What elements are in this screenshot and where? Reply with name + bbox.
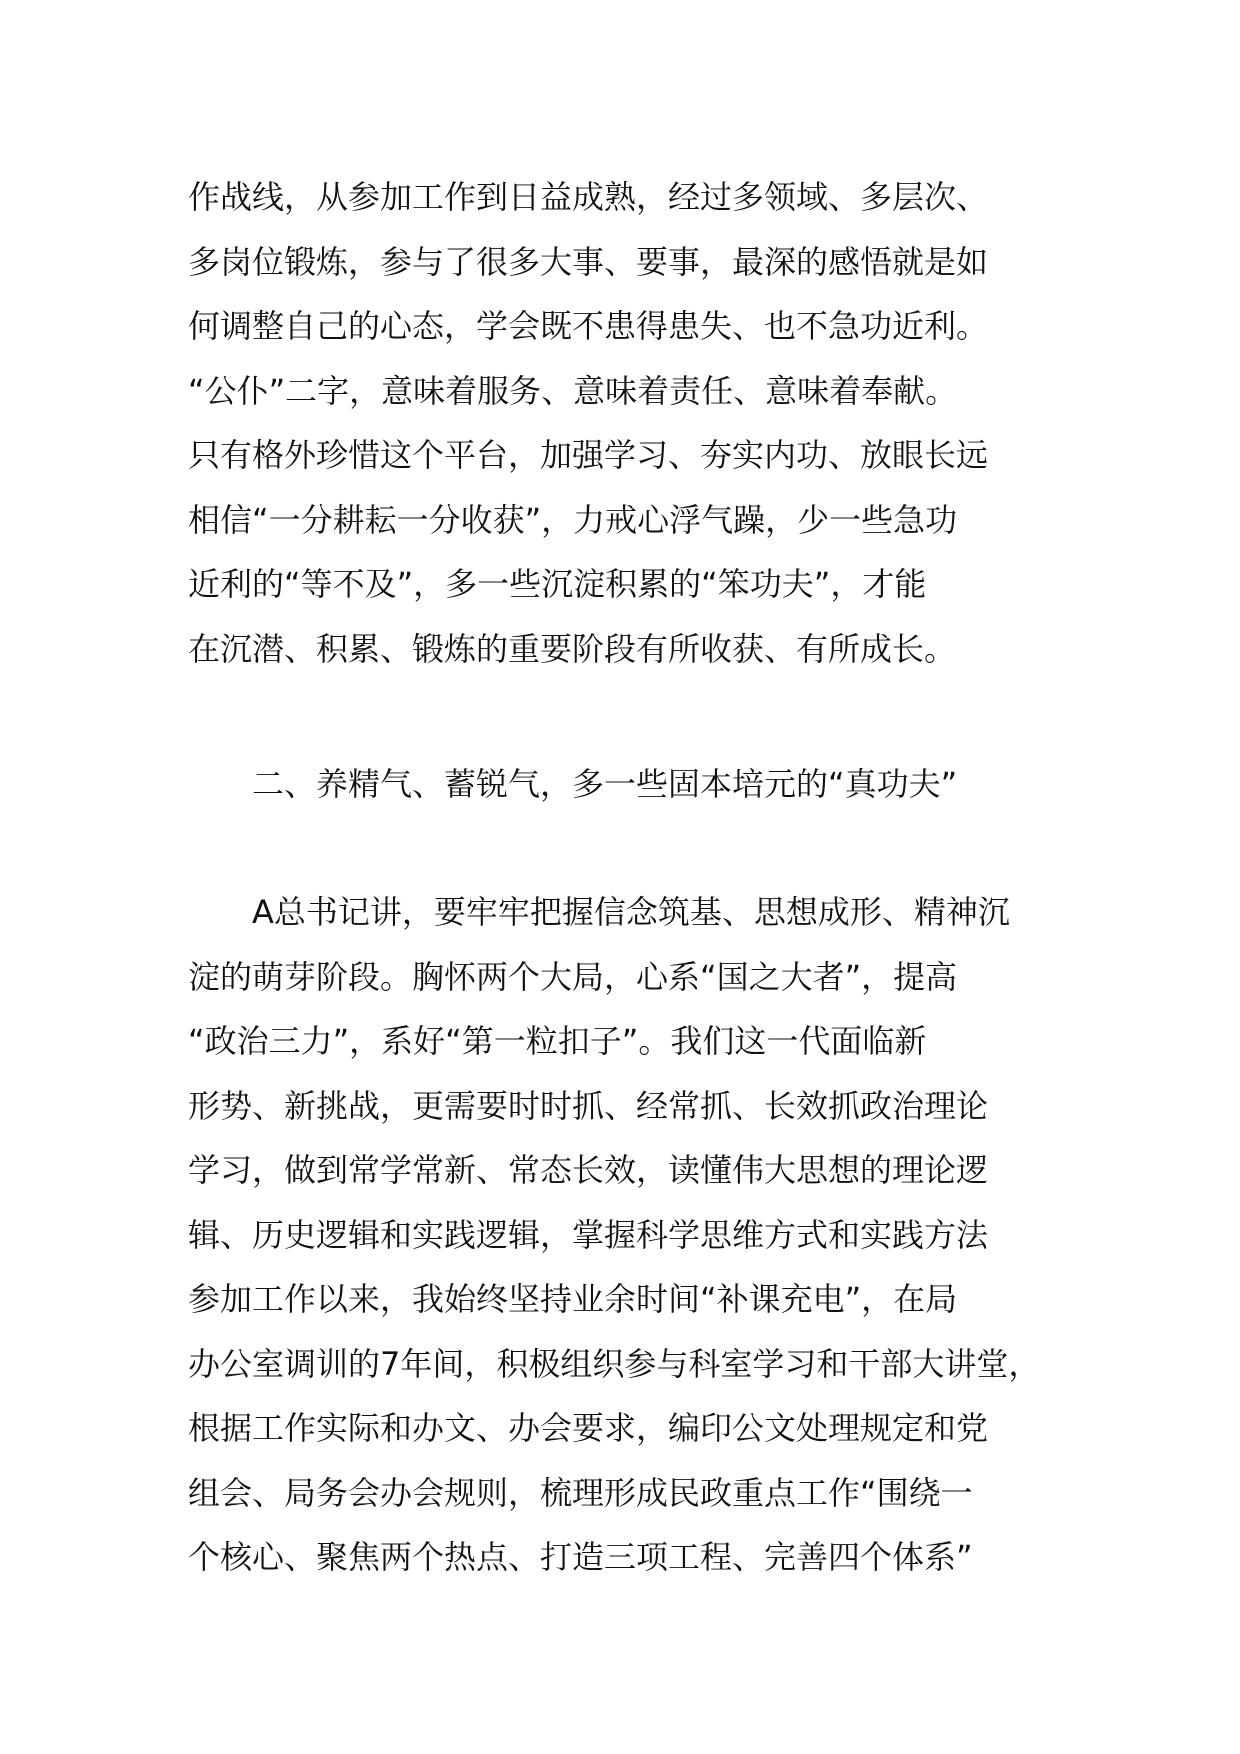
text-line: 在沉潜、积累、锻炼的重要阶段有所收获、有所成长。 xyxy=(188,629,957,668)
section-heading-text: 二、养精气、蓄锐气，多一些固本培元的“真功夫” xyxy=(252,765,958,803)
text-line: 学习，做到常学常新、常态长效，读懂伟大思想的理论逻 xyxy=(188,1151,989,1189)
text-line: 参加工作以来，我始终坚持业余时间“补课充电”，在局 xyxy=(188,1280,958,1318)
text-line: 只有格外珍惜这个平台，加强学习、夯实内功、放眼长远 xyxy=(188,436,989,474)
text-line: 根据工作实际和办文、办会要求，编印公文处理规定和党 xyxy=(188,1409,989,1447)
text-line: 办公室调训的7年间，积极组织参与科室学习和干部大讲堂， xyxy=(188,1344,1041,1383)
text-line: 辑、历史逻辑和实践逻辑，掌握科学思维方式和实践方法 xyxy=(188,1215,989,1254)
text-line: 何调整自己的心态，学会既不患得患失、也不急功近利。 xyxy=(188,307,989,345)
body-paragraph xyxy=(188,165,1068,681)
text-line: 相信“一分耕耘一分收获”，力戒心浮气躁，少一些急功 xyxy=(188,500,958,539)
text-line: 组会、局务会办会规则，梳理形成民政重点工作“围绕一 xyxy=(188,1473,973,1512)
text-line: 多岗位锻炼，参与了很多大事、要事，最深的感悟就是如 xyxy=(188,242,989,281)
text-line: 形势、新挑战，更需要时时抓、经常抓、长效抓政治理论 xyxy=(188,1086,989,1125)
text-line: 淀的萌芽阶段。胸怀两个大局，心系“国之大者”，提高 xyxy=(188,957,958,996)
section-heading xyxy=(188,752,1068,817)
text-line: “公仆”二字，意味着服务、意味着责任、意味着奉献。 xyxy=(188,371,958,410)
text-line: “政治三力”，系好“第一粒扣子”。我们这一代面临新 xyxy=(188,1022,927,1060)
text-line: 作战线，从参加工作到日益成熟，经过多领域、多层次、 xyxy=(188,178,989,216)
text-line: A总书记讲，要牢牢把握信念筑基、思想成形、精神沉 xyxy=(252,893,1010,931)
text-line: 个核心、聚焦两个热点、打造三项工程、完善四个体系” xyxy=(188,1538,973,1576)
text-line: 近利的“等不及”，多一些沉淀积累的“笨功夫”，才能 xyxy=(188,565,927,603)
body-paragraph xyxy=(188,880,1068,1590)
